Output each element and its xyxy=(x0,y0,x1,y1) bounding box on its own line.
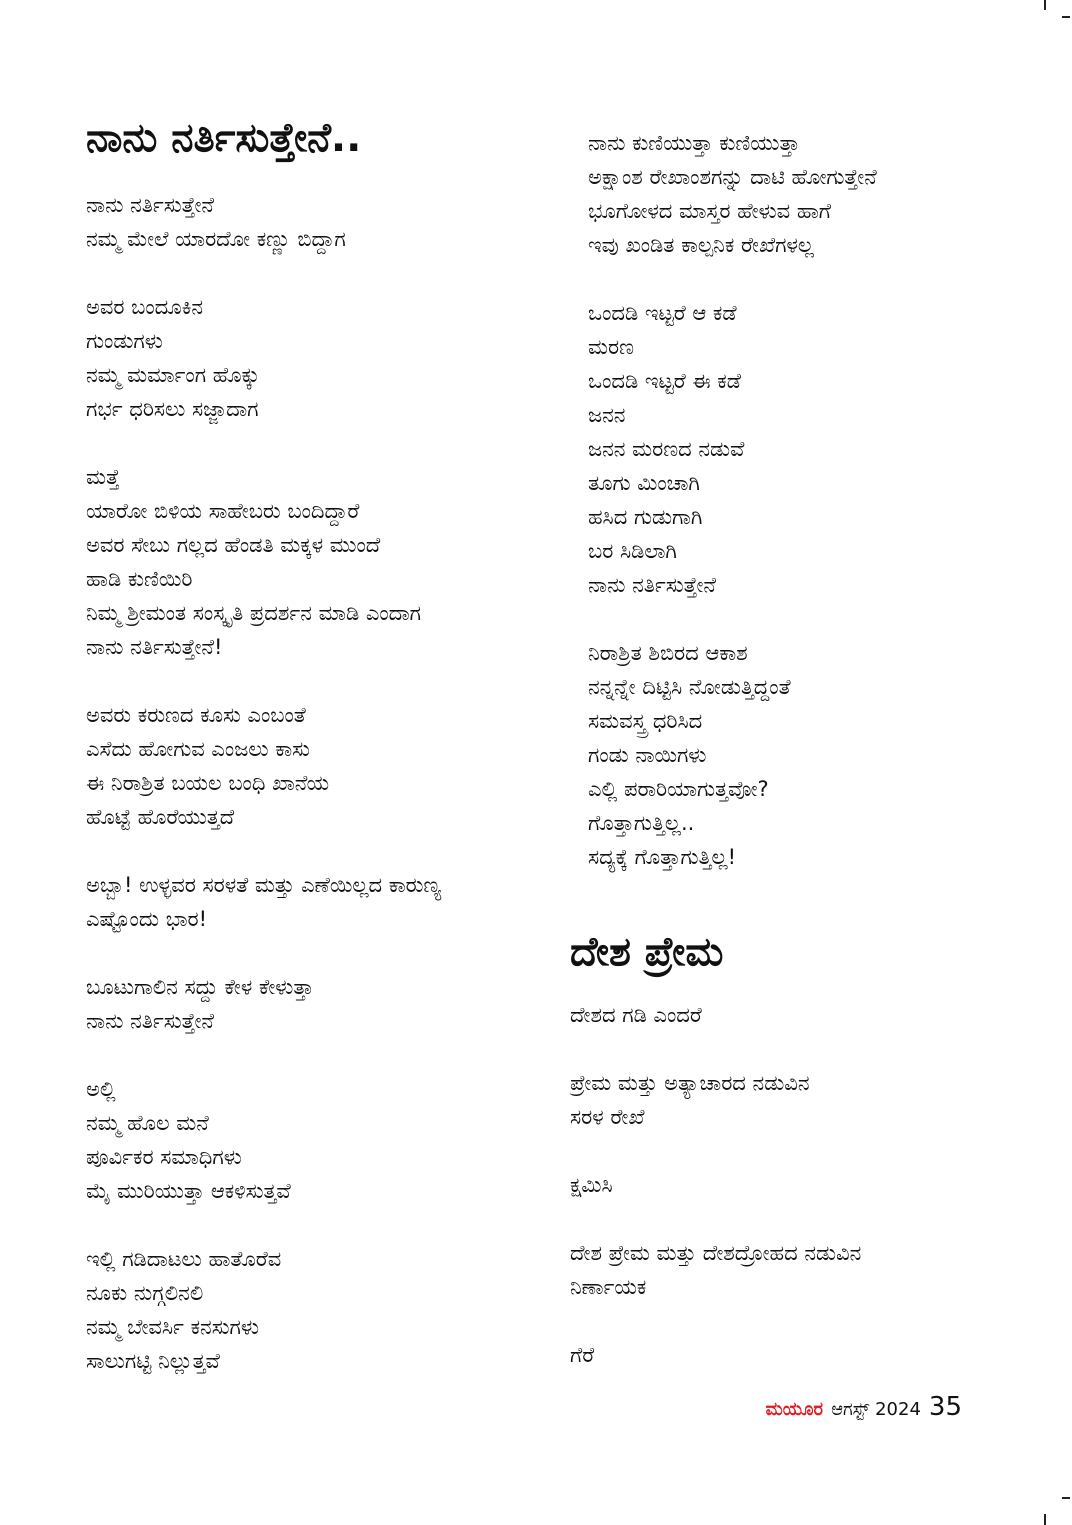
issue-month-year: ಆಗಸ್ಟ್ 2024 xyxy=(831,1399,921,1420)
poem-line: ಮೈ ಮುರಿಯುತ್ತಾ ಆಕಳಿಸುತ್ತವೆ xyxy=(86,1179,291,1203)
poem-line: ದೇಶ ಪ್ರೇಮ ಮತ್ತು ದೇಶದ್ರೋಹದ ನಡುವಿನ xyxy=(570,1241,862,1265)
stanza xyxy=(588,296,877,602)
poem-line: ಅಕ್ಷಾಂಶ ರೇಖಾಂಶಗನ್ನು ದಾಟಿ ಹೋಗುತ್ತೇನೆ xyxy=(588,165,877,189)
poem-line: ನಿರ್ಣಾಯಕ xyxy=(570,1275,647,1299)
stanza xyxy=(570,1066,861,1134)
poem-line: ಅವರು ಕರುಣದ ಕೂಸು ಎಂಬಂತೆ xyxy=(86,703,306,727)
poem-line: ನಿಮ್ಮ ಶ್ರೀಮಂತ ಸಂಸ್ಕೃತಿ ಪ್ರದರ್ಶನ ಮಾಡಿ ಎಂದಾಗ xyxy=(86,601,421,625)
poem-line: ಹಾಡಿ ಕುಣಿಯಿರಿ xyxy=(86,567,193,591)
poem-line: ಗರ್ಭ ಧರಿಸಲು ಸಜ್ಜಾದಾಗ xyxy=(86,397,259,421)
magazine-name: ಮಯೂರ xyxy=(765,1399,824,1420)
stanza xyxy=(570,1338,861,1372)
stanza xyxy=(86,1072,441,1208)
poem-line: ಅವರ ಬಂದೂಕಿನ xyxy=(86,295,204,319)
stanza xyxy=(588,636,877,874)
poem-line: ಸಮವಸ್ತ್ರ ಧರಿಸಿದ xyxy=(588,709,703,733)
poem1-left-stanzas xyxy=(86,188,441,1378)
poem-line: ಈ ನಿರಾಶ್ರಿತ ಬಯಲ ಬಂಧಿ ಖಾನೆಯ xyxy=(86,771,330,795)
poem-line: ನಾನು ಕುಣಿಯುತ್ತಾ ಕುಣಿಯುತ್ತಾ xyxy=(588,131,800,155)
poem1-title: ನಾನು ನರ್ತಿಸುತ್ತೇನೆ.. xyxy=(86,115,362,161)
stanza xyxy=(86,868,441,936)
poem-line: ಎಸೆದು ಹೋಗುವ ಎಂಜಲು ಕಾಸು xyxy=(86,737,310,761)
poem-line: ನಮ್ಮ ಬೇವರ್ಸಿ ಕನಸುಗಳು xyxy=(86,1315,259,1339)
crop-mark-bottom-right xyxy=(1044,1514,1046,1525)
poem-line: ಗೊತ್ತಾಗುತ್ತಿಲ್ಲ.. xyxy=(588,811,695,835)
poem-line: ನಾನು ನರ್ತಿಸುತ್ತೇನೆ xyxy=(588,573,716,597)
poem2-column xyxy=(570,928,861,1372)
poem-line: ಮತ್ತೆ xyxy=(86,465,120,489)
stanza xyxy=(570,1236,861,1304)
poem-line: ಒಂದಡಿ ಇಟ್ಟರೆ ಈ ಕಡೆ xyxy=(588,369,741,393)
crop-mark-right-upper xyxy=(1062,16,1070,18)
stanza xyxy=(570,1168,861,1202)
poem-line: ಪೂರ್ವಿಕರ ಸಮಾಧಿಗಳು xyxy=(86,1145,242,1169)
poem-line: ನಮ್ಮ ಮರ್ಮಾಂಗ ಹೊಕ್ಕು xyxy=(86,363,260,387)
poem-line: ಬೂಟುಗಾಲಿನ ಸದ್ದು ಕೇಳ ಕೇಳುತ್ತಾ xyxy=(86,975,314,999)
page-number: 35 xyxy=(928,1392,962,1422)
poem-line: ಜನನ ಮರಣದ ನಡುವೆ xyxy=(588,437,745,461)
poem-line: ಸದ್ಯಕ್ಕೆ ಗೊತ್ತಾಗುತ್ತಿಲ್ಲ! xyxy=(588,845,736,869)
stanza xyxy=(86,460,441,664)
crop-mark-right-lower xyxy=(1062,1497,1070,1499)
stanza xyxy=(86,290,441,426)
page-footer xyxy=(766,1392,962,1422)
crop-mark-top-right xyxy=(1044,0,1046,10)
poem-line: ಹಸಿದ ಗುಡುಗಾಗಿ xyxy=(588,505,703,529)
poem-line: ನಾನು ನರ್ತಿಸುತ್ತೇನೆ! xyxy=(86,635,223,659)
poem-line: ಸರಳ ರೇಖೆ xyxy=(570,1105,645,1129)
stanza xyxy=(86,1242,441,1378)
poem-line: ಬರ ಸಿಡಿಲಾಗಿ xyxy=(588,539,677,563)
stanza xyxy=(86,698,441,834)
poem-line: ಎಲ್ಲಿ ಪರಾರಿಯಾಗುತ್ತವೋ? xyxy=(588,777,769,801)
poem-line: ಸಾಲುಗಟ್ಟಿ ನಿಲ್ಲುತ್ತವೆ xyxy=(86,1349,220,1373)
poem-line: ಕ್ಷಮಿಸಿ xyxy=(570,1173,613,1197)
poem-line: ನನ್ನನ್ನೇ ದಿಟ್ಟಿಸಿ ನೋಡುತ್ತಿದ್ದಂತೆ xyxy=(588,675,791,699)
poem-line: ನಿರಾಶ್ರಿತ ಶಿಬಿರದ ಆಕಾಶ xyxy=(588,641,748,665)
stanza xyxy=(588,126,877,262)
poem-line: ನಮ್ಮ ಹೊಲ ಮನೆ xyxy=(86,1111,209,1135)
stanza xyxy=(570,998,861,1032)
poem-line: ನೂಕು ನುಗ್ಗಲಿನಲಿ xyxy=(86,1281,204,1305)
poem1-left-column xyxy=(86,114,441,1378)
stanza xyxy=(86,188,441,256)
poem-line: ಜನನ xyxy=(588,403,626,427)
poem-line: ಅವರ ಸೇಬು ಗಲ್ಲದ ಹೆಂಡತಿ ಮಕ್ಕಳ ಮುಂದೆ xyxy=(86,533,381,557)
poem-line: ಪ್ರೇಮ ಮತ್ತು ಅತ್ಯಾಚಾರದ ನಡುವಿನ xyxy=(570,1071,810,1095)
poem-line: ಗಂಡು ನಾಯಿಗಳು xyxy=(588,743,707,767)
poem-line: ಒಂದಡಿ ಇಟ್ಟರೆ ಆ ಕಡೆ xyxy=(588,301,737,325)
poem2-title: ದೇಶ ಪ್ರೇಮ xyxy=(570,929,724,975)
poem-line: ಗುಂಡುಗಳು xyxy=(86,329,163,353)
poem-line: ದೇಶದ ಗಡಿ ಎಂದರೆ xyxy=(570,1003,702,1027)
poem-line: ನಾನು ನರ್ತಿಸುತ್ತೇನೆ xyxy=(86,1009,214,1033)
poem-line: ನಮ್ಮ ಮೇಲೆ ಯಾರದೋ ಕಣ್ಣು ಬಿದ್ದಾಗ xyxy=(86,227,346,251)
poem-line: ಇಲ್ಲಿ ಗಡಿದಾಟಲು ಹಾತೊರೆವ xyxy=(86,1247,282,1271)
poem-line: ಗೆರೆ xyxy=(570,1343,595,1367)
poem-line: ಭೂಗೋಳದ ಮಾಸ್ತರ ಹೇಳುವ ಹಾಗೆ xyxy=(588,199,831,223)
poem1-right-column xyxy=(588,126,877,874)
poem-line: ಯಾರೋ ಬಿಳಿಯ ಸಾಹೇಬರು ಬಂದಿದ್ದಾರೆ xyxy=(86,499,360,523)
poem-line: ಹೊಟ್ಟೆ ಹೊರೆಯುತ್ತದೆ xyxy=(86,805,235,829)
poem-line: ತೂಗು ಮಿಂಚಾಗಿ xyxy=(588,471,700,495)
poem2-stanzas xyxy=(570,998,861,1372)
stanza xyxy=(86,970,441,1038)
poem-line: ನಾನು ನರ್ತಿಸುತ್ತೇನೆ xyxy=(86,193,214,217)
poem-line: ಅಲ್ಲಿ xyxy=(86,1077,116,1101)
poem-line: ಎಷ್ಟೊಂದು ಭಾರ! xyxy=(86,907,208,931)
poem-line: ಮರಣ xyxy=(588,335,634,359)
poem-line: ಅಬ್ಬಾ! ಉಳ್ಳವರ ಸರಳತೆ ಮತ್ತು ಎಣೆಯಿಲ್ಲದ ಕಾರುಣ್ಯ xyxy=(86,873,442,897)
poem-line: ಇವು ಖಂಡಿತ ಕಾಲ್ಪನಿಕ ರೇಖೆಗಳಲ್ಲ xyxy=(588,233,814,257)
